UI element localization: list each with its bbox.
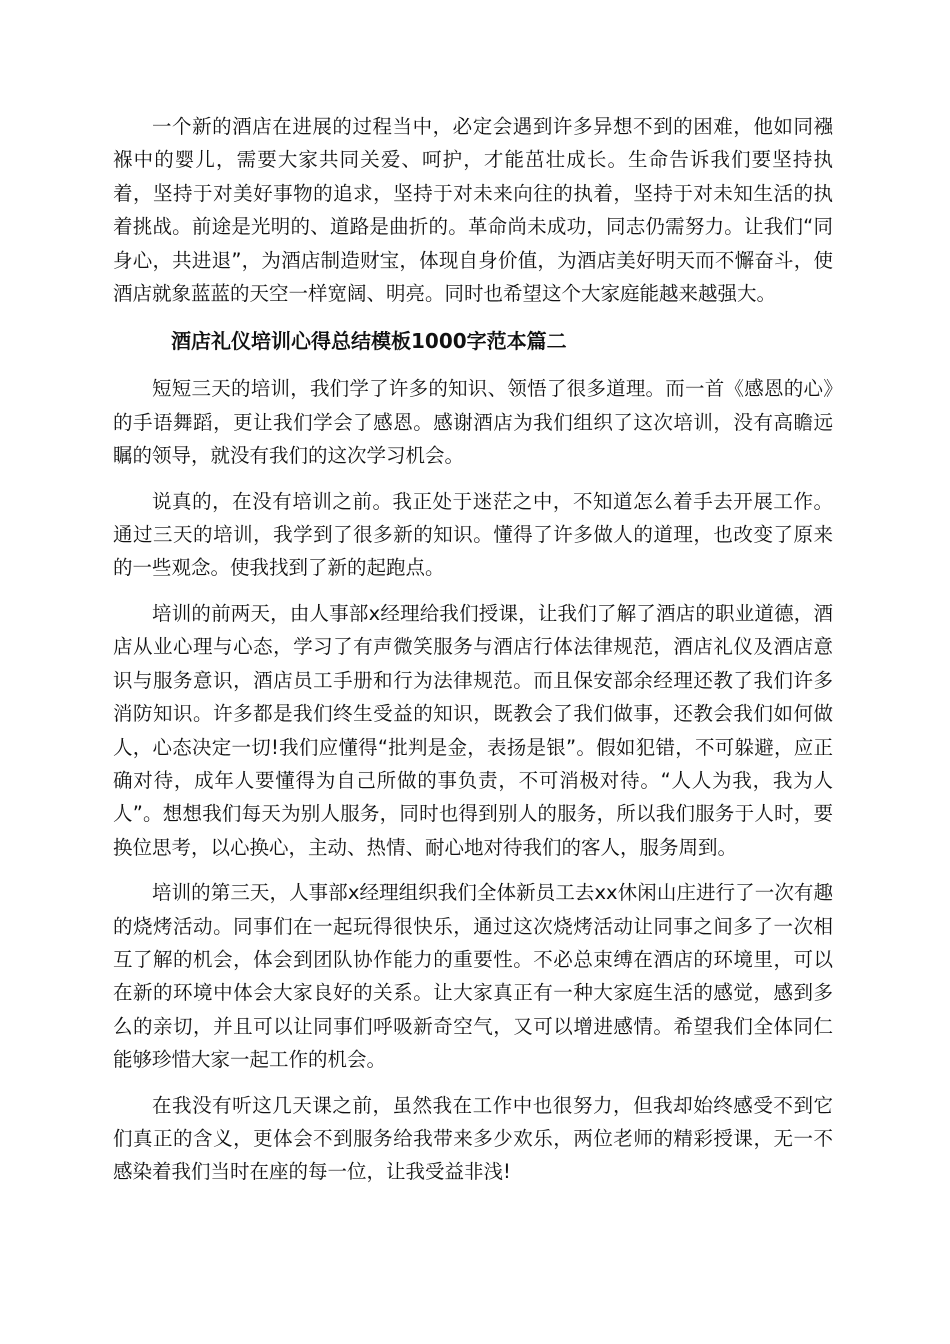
section-heading: 酒店礼仪培训心得总结模板1000字范本篇二 xyxy=(171,329,567,354)
paragraph-1: 短短三天的培训，我们学了许多的知识、领悟了很多道理。而一首《感恩的心》的手语舞蹈，更让我们学会了感恩。感谢酒店为我们组织了这次培训，没有高瞻远瞩的领导，就没有我们的这次学习机会。 xyxy=(113,377,833,468)
paragraph-4: 培训的第三天，人事部x经理组织我们全体新员工去xx休闲山庄进行了一次有趣的烧烤活动。同事们在一起玩得很快乐，通过这次烧烤活动让同事之间多了一次相互了解的机会，体会到团队协作能力的重要性。不必总束缚在酒店的环境里，可以在新的环境中体会大家良好的关系。让大家真正有一种大家庭生活的感觉，感到多么的亲切，并且可以让同事们呼吸新奇空气，又可以增进感情。希望我们全体同仁能够珍惜大家一起工作的机会。 xyxy=(113,881,833,1072)
document-page xyxy=(113,110,833,1201)
paragraph-intro: 一个新的酒店在进展的过程当中，必定会遇到许多异想不到的困难，他如同襁褓中的婴儿，需要大家共同关爱、呵护，才能茁壮成长。生命告诉我们要坚持执着，坚持于对美好事物的追求，坚持于对未来向往的执着，坚持于对未知生活的执着挑战。前途是光明的、道路是曲折的。革命尚未成功，同志仍需努力。让我们“同身心，共进退”，为酒店制造财宝，体现自身价值，为酒店美好明天而不懈奋斗，使酒店就象蓝蓝的天空一样宽阔、明亮。同时也希望这个大家庭能越来越强大。 xyxy=(113,115,833,306)
paragraph-5: 在我没有听这几天课之前，虽然我在工作中也很努力，但我却始终感受不到它们真正的含义，更体会不到服务给我带来多少欢乐，两位老师的精彩授课，无一不感染着我们当时在座的每一位，让我受益非浅! xyxy=(113,1093,833,1184)
paragraph-3: 培训的前两天，由人事部x经理给我们授课，让我们了解了酒店的职业道德，酒店从业心理与心态，学习了有声微笑服务与酒店行体法律规范，酒店礼仪及酒店意识与服务意识，酒店员工手册和行为法律规范。而且保安部余经理还教了我们许多消防知识。许多都是我们终生受益的知识，既教会了我们做事，还教会我们如何做人，心态决定一切!我们应懂得“批判是金，表扬是银”。假如犯错，不可躲避，应正确对待，成年人要懂得为自己所做的事负责，不可消极对待。“人人为我，我为人人”。想想我们每天为别人服务，同时也得到别人的服务，所以我们服务于人时，要换位思考，以心换心，主动、热情、耐心地对待我们的客人，服务周到。 xyxy=(113,601,833,859)
paragraph-2: 说真的，在没有培训之前。我正处于迷茫之中，不知道怎么着手去开展工作。通过三天的培训，我学到了很多新的知识。懂得了许多做人的道理，也改变了原来的一些观念。使我找到了新的起跑点。 xyxy=(113,489,833,580)
